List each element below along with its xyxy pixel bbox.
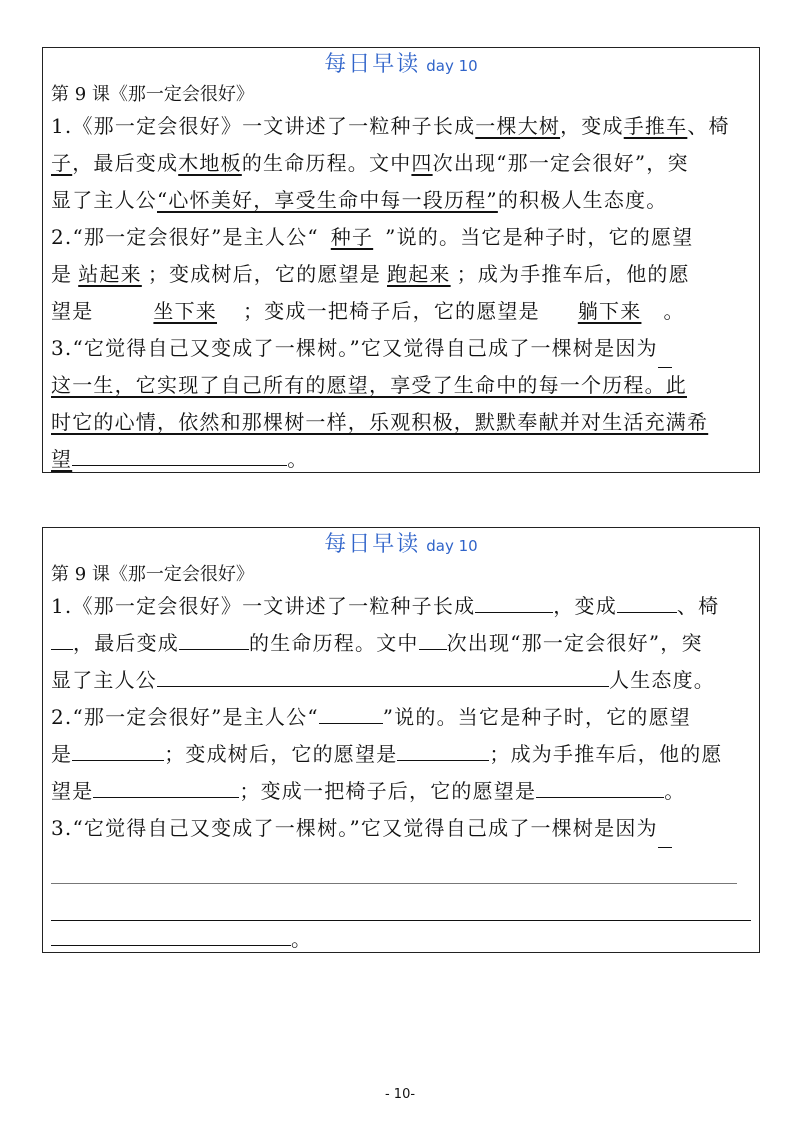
answer-card [42,47,760,473]
text: ；成为手推车后，他的愿 [456,262,690,286]
text: 3.“它觉得自己又变成了一棵树。”它又觉得自己成了一棵树是因为 [51,816,658,840]
text: ；变成一把椅子后，它的愿望是 [239,779,537,803]
text: ；变成树后，它的愿望是 [164,742,398,766]
answer: 站起来 [78,262,142,286]
blank [617,590,677,613]
answer: 坐下来 [153,299,218,323]
text: 3.“它觉得自己又变成了一棵树。”它又觉得自己成了一棵树是因为 [51,336,658,360]
answer-rule [51,884,751,921]
answer: 子 [51,151,73,175]
text: 。 [287,447,309,471]
answer-rule [51,847,737,884]
text: 1.《那一定会很好》一文讲述了一粒种子长成 [51,114,476,138]
answer: 四 [411,151,433,175]
page-number: - 10- [384,1087,416,1102]
q2-line-1 [51,699,751,736]
text: 望是 [51,299,94,323]
blank [72,738,164,761]
text: ；变成树后，它的愿望是 [147,262,382,286]
blank [72,443,287,466]
text: 的生命历程。文中 [249,631,419,655]
q3-answer-line-3 [51,441,751,478]
day-label: day 10 [426,537,478,555]
answer: 望 [51,447,73,471]
q2-line-1 [51,219,751,256]
text: 。 [291,927,313,951]
answer: 这一生，它实现了自己所有的愿望，享受了生命中的每一个历程。此 [51,373,687,397]
q1-line-1 [51,108,751,145]
text: 显了主人公 [51,668,157,692]
text: 显了主人公 [51,188,157,212]
text: 、椅 [687,114,730,138]
q2-line-3 [51,773,751,810]
text: ，变成 [560,114,624,138]
blank [157,664,609,687]
q3-answer-line-3 [51,921,751,958]
text: ，最后变成 [73,631,179,655]
text: 的积极人生态度。 [497,188,668,212]
text: 望是 [51,779,94,803]
text: 2.“那一定会很好”是主人公“ [51,225,319,249]
blank [419,627,447,650]
answer: 时它的心情，依然和那棵树一样，乐观积极，默默奉献并对生活充满希 [51,410,709,434]
answer: 一棵大树 [475,114,561,138]
q1-line-3 [51,662,751,699]
q3-line-1 [51,810,751,847]
text: 的生命历程。文中 [241,151,412,175]
blank [51,627,73,650]
answer: 躺下来 [577,299,642,323]
blank [475,590,553,613]
text: 是 [51,262,73,286]
text: 2.“那一定会很好”是主人公“ [51,705,319,729]
blank [179,627,249,650]
text: 。 [664,779,686,803]
title-text: 每日早读 [324,532,421,557]
title-text: 每日早读 [324,52,421,77]
q1-line-2 [51,625,751,662]
q2-line-2 [51,256,751,293]
blank [319,701,383,724]
text: ”说的。当它是种子时，它的愿望 [382,705,691,729]
blank [51,923,291,946]
blank [93,775,239,798]
answer: 木地板 [178,151,242,175]
q1-line-2 [51,145,751,182]
q1-line-1 [51,588,751,625]
q3-answer-line-1 [51,367,751,404]
text: ；成为手推车后，他的愿 [489,742,723,766]
q1-line-3 [51,182,751,219]
blank [658,810,672,848]
blank [397,738,489,761]
text: 次出现“那一定会很好”，突 [446,631,703,655]
answer: 种子 [330,225,374,249]
text: 人生态度。 [609,668,715,692]
text: 次出现“那一定会很好”，突 [432,151,689,175]
blank [658,330,672,368]
card-title [51,48,751,82]
q3-answer-line-2 [51,404,751,441]
blank-card [42,527,760,953]
text: ，最后变成 [72,151,179,175]
text: 是 [51,742,73,766]
card-title [51,528,751,562]
answer: “心怀美好，享受生命中每一段历程” [157,188,498,212]
text: ，变成 [553,594,617,618]
answer: 手推车 [623,114,688,138]
answer: 跑起来 [387,262,451,286]
text: ；变成一把椅子后，它的愿望是 [243,299,540,323]
text: ”说的。当它是种子时，它的愿望 [385,225,694,249]
blank [536,775,664,798]
lesson-heading: 第 9 课《那一定会很好》 [51,564,254,585]
text: 1.《那一定会很好》一文讲述了一粒种子长成 [51,594,476,618]
q2-line-2 [51,736,751,773]
day-label: day 10 [426,57,478,75]
text: 、椅 [676,594,720,618]
text: 。 [663,299,685,323]
lesson-heading: 第 9 课《那一定会很好》 [51,84,254,105]
q2-line-3 [51,293,751,330]
q3-line-1 [51,330,751,367]
